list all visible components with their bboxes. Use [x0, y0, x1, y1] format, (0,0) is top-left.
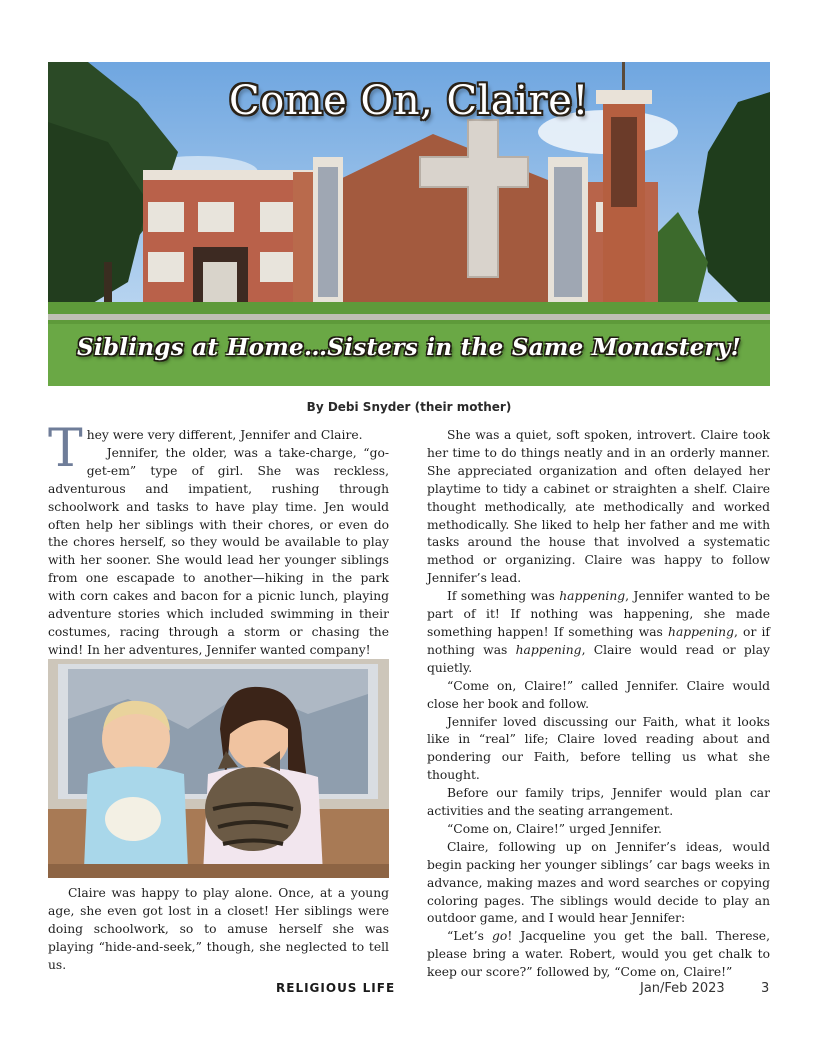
paragraph: She was a quiet, soft spoken, introvert. Claire took her time to do things neatly and in an orderly manner. She appreciated organization and often delayed her playtime to tidy a cabinet or straighten a shelf. Claire thought methodically, ate methodically and worked methodically. She liked to help her father and me with tasks around the house that involved a systematic method or organizing. Claire was happy to follow Jennifer’s lead.	[427, 428, 770, 586]
paragraph: Before our family trips, Jennifer would plan car activities and the seating arrangement.	[427, 786, 770, 819]
drop-cap: T	[48, 419, 83, 479]
magazine-name: RELIGIOUS LIFE	[276, 981, 396, 995]
issue-date: Jan/Feb 2023	[640, 981, 725, 996]
paragraph: “Let’s go! Jacqueline you get the ball. Therese, please bring a water. Robert, would you get chalk to keep our score?” followed by, “Come on, Claire!”	[427, 929, 770, 980]
page-number: 3	[761, 981, 770, 996]
paragraph: They were very different, Jennifer and Claire.	[48, 419, 363, 479]
paragraph: “Come on, Claire!” urged Jennifer.	[447, 821, 662, 836]
article-subtitle: Siblings at Home…Sisters in the Same Monastery!	[76, 334, 742, 361]
hero-photo	[48, 62, 770, 386]
left-column-top	[48, 419, 389, 660]
right-column	[427, 427, 770, 982]
paragraph: Claire, following up on Jennifer’s ideas, would begin packing her younger siblings’ car bags weeks in advance, making mazes and word searches or copying coloring pages. The siblings would decide to play an outdoor game, and I would hear Jennifer:	[427, 839, 770, 926]
paragraph: Jennifer, the older, was a take-charge, “go-get-em” type of girl. She was reckless, adventurous and impatient, rushing through schoolwork and tasks to have play time. Jen would often help her siblings with their chores, or even do the chores herself, so they would be available to play with her sooner. She would lead her younger siblings from one escapade to another—hiking in the park with corn cakes and bacon for a picnic lunch, playing adventure stories which included swimming in their costumes, racing through a storm or chasing the wind! In her adventures, Jennifer wanted company!	[48, 445, 389, 657]
paragraph: Claire was happy to play alone. Once, at a young age, she even got lost in a closet! Her siblings were doing schoolwork, so to amuse herself she was playing “hide-and-seek,” though, she neglected to tell us.	[48, 886, 389, 972]
paragraph: If something was happening, Jennifer wanted to be part of it! If nothing was happening, she made something happen! If something was happening, or if nothing was happening, Claire would read or play quietly.	[427, 589, 770, 675]
sisters-photo-illustration	[48, 659, 389, 878]
paragraph: Jennifer loved discussing our Faith, what it looks like in “real” life; Claire loved reading about and pondering our Faith, before telling us what she thought.	[427, 714, 770, 783]
sisters-photo	[48, 659, 389, 878]
left-column-bottom	[48, 885, 389, 975]
article-title: Come On, Claire!	[229, 78, 589, 124]
byline: By Debi Snyder (their mother)	[306, 400, 512, 414]
paragraph: “Come on, Claire!” called Jennifer. Claire would close her book and follow.	[427, 678, 770, 711]
